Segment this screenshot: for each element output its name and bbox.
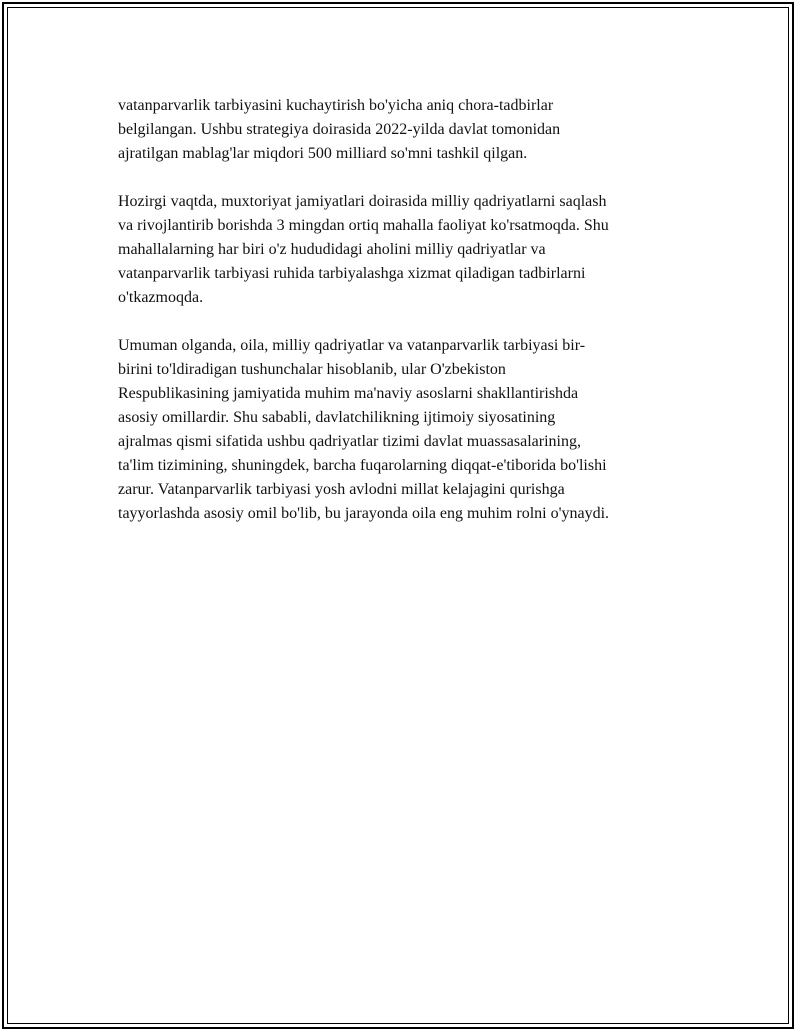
text-line: mahallalarning har biri o'z hududidagi aholini milliy qadriyatlar va [118,241,546,258]
text-line: belgilangan. Ushbu strategiya doirasida 2022-yilda davlat tomonidan [118,121,561,138]
text-line: ta'lim tizimining, shuningdek, barcha fuqarolarning diqqat-e'tiborida bo'lishi [118,457,607,474]
document-body [118,94,688,550]
text-line: tayyorlashda asosiy omil bo'lib, bu jarayonda oila eng muhim rolni o'ynaydi. [118,505,610,522]
text-line: o'tkazmoqda. [118,289,204,306]
text-line: Hozirgi vaqtda, muxtoriyat jamiyatlari doirasida milliy qadriyatlarni saqlash [118,193,607,210]
paragraph-conclusion [118,334,688,526]
text-line: Umuman olganda, oila, milliy qadriyatlar va vatanparvarlik tarbiyasi bir- [118,337,586,354]
text-line: asosiy omillardir. Shu sababli, davlatchilikning ijtimoiy siyosatining [118,409,556,426]
paragraph-strategy-funding [118,94,688,166]
text-line: ajralmas qismi sifatida ushbu qadriyatlar tizimi davlat muassasalarining, [118,433,581,450]
text-line: birini to'ldiradigan tushunchalar hisoblanib, ular O'zbekiston [118,361,506,378]
text-line: ajratilgan mablag'lar miqdori 500 milliard so'mni tashkil qilgan. [118,145,528,162]
text-line: zarur. Vatanparvarlik tarbiyasi yosh avlodni millat kelajagini qurishga [118,481,565,498]
text-line: va rivojlantirib borishda 3 mingdan ortiq mahalla faoliyat ko'rsatmoqda. Shu [118,217,609,234]
text-line: vatanparvarlik tarbiyasini kuchaytirish bo'yicha aniq chora-tadbirlar [118,97,554,114]
paragraph-mahalla-activity [118,190,688,310]
text-line: Respublikasining jamiyatida muhim ma'naviy asoslarni shakllantirishda [118,385,579,402]
text-line: vatanparvarlik tarbiyasi ruhida tarbiyalashga xizmat qiladigan tadbirlarni [118,265,586,282]
